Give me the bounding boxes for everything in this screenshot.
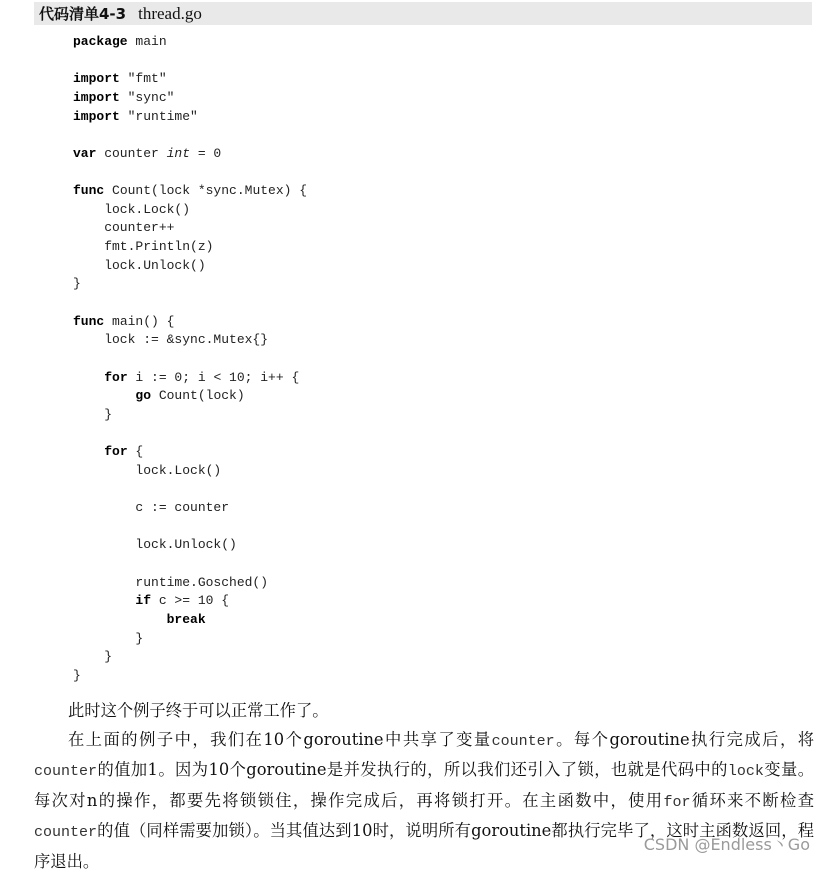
code-token: lock.Unlock(): [73, 537, 237, 552]
code-token: Count(lock *sync.Mutex) {: [104, 183, 307, 198]
code-token: }: [73, 631, 143, 646]
code-line: [73, 406, 307, 425]
code-line: [73, 387, 307, 406]
code-line: [73, 536, 307, 555]
code-line: [73, 108, 307, 127]
code-line: [73, 257, 307, 276]
code-token: counter: [96, 146, 166, 161]
code-token: runtime.Gosched(): [73, 575, 268, 590]
code-token: "fmt": [120, 71, 167, 86]
code-keyword: func: [73, 314, 104, 329]
code-token: }: [73, 668, 81, 683]
paragraph-1: 此时这个例子终于可以正常工作了。: [34, 697, 814, 726]
code-token: "sync": [120, 90, 175, 105]
code-line: [73, 145, 307, 164]
code-token: {: [128, 444, 144, 459]
code-line: [73, 238, 307, 257]
code-token: main() {: [104, 314, 174, 329]
code-keyword: go: [135, 388, 151, 403]
code-token: c := counter: [73, 500, 229, 515]
inline-code-for: for: [663, 794, 690, 811]
code-line: [73, 313, 307, 332]
code-line: [73, 70, 307, 89]
code-line: [73, 126, 307, 145]
paragraph-2-text: 的值加1。因为10个goroutine是并发执行的，所以我们还引入了锁，也就是代码中的: [97, 760, 728, 779]
code-keyword: if: [135, 593, 151, 608]
code-line: [73, 611, 307, 630]
code-keyword: package: [73, 34, 128, 49]
code-keyword: import: [73, 71, 120, 86]
code-token: [73, 612, 167, 627]
code-line: [73, 369, 307, 388]
code-token: }: [73, 407, 112, 422]
code-line: [73, 480, 307, 499]
code-keyword: func: [73, 183, 104, 198]
code-line: [73, 275, 307, 294]
code-line: [73, 462, 307, 481]
code-line: [73, 52, 307, 71]
inline-code-lock: lock: [728, 763, 764, 780]
paragraph-2-text: 的值（同样需要加锁）。当其值达到10时，说明所有goroutine都执行完毕了，这时主函数返回，程序退出。: [34, 821, 814, 871]
paragraph-2-text: 。每个goroutine执行完成后，将: [555, 730, 814, 749]
paragraph-2-text: 在上面的例子中，我们在10个goroutine中共享了变量: [68, 730, 492, 749]
code-line: [73, 219, 307, 238]
code-keyword: import: [73, 90, 120, 105]
code-line: [73, 555, 307, 574]
code-line: [73, 518, 307, 537]
code-keyword: break: [167, 612, 206, 627]
code-token: [73, 593, 135, 608]
code-line: [73, 89, 307, 108]
code-token: }: [73, 649, 112, 664]
code-keyword: import: [73, 109, 120, 124]
paragraph-2-text: 变量。每次对n的操作，都要先将锁锁住，操作完成后，再将锁打开。在主函数中，使用: [34, 760, 814, 810]
code-keyword: for: [104, 444, 127, 459]
code-token: lock.Lock(): [73, 202, 190, 217]
code-block: [73, 33, 307, 685]
code-keyword: for: [104, 370, 127, 385]
code-token: [73, 370, 104, 385]
code-line: [73, 499, 307, 518]
code-line: [73, 648, 307, 667]
code-token: c >= 10 {: [151, 593, 229, 608]
code-token: lock := &sync.Mutex{}: [73, 332, 268, 347]
paragraph-2-text: 循环来不断检查: [690, 791, 814, 810]
code-line: [73, 443, 307, 462]
code-line: [73, 424, 307, 443]
code-token: counter++: [73, 220, 174, 235]
code-line: [73, 592, 307, 611]
code-line: [73, 667, 307, 686]
code-line: [73, 630, 307, 649]
inline-code-counter: counter: [492, 733, 555, 750]
code-token: i := 0; i < 10; i++ {: [128, 370, 300, 385]
code-token: lock.Unlock(): [73, 258, 206, 273]
code-token: "runtime": [120, 109, 198, 124]
inline-code-counter: counter: [34, 824, 97, 841]
listing-label: 代码清单4-3: [39, 3, 126, 24]
code-keyword: var: [73, 146, 96, 161]
code-type: int: [167, 146, 190, 161]
code-token: main: [128, 34, 167, 49]
listing-filename: thread.go: [138, 4, 202, 24]
code-line: [73, 163, 307, 182]
watermark: CSDN @Endless丶Go: [644, 832, 810, 855]
code-line: [73, 201, 307, 220]
code-line: [73, 182, 307, 201]
inline-code-counter: counter: [34, 763, 97, 780]
code-line: [73, 331, 307, 350]
code-token: [73, 388, 135, 403]
code-line: [73, 350, 307, 369]
code-listing-header: [34, 2, 812, 25]
code-token: lock.Lock(): [73, 463, 221, 478]
code-token: }: [73, 276, 81, 291]
code-line: [73, 574, 307, 593]
code-token: [73, 444, 104, 459]
code-token: = 0: [190, 146, 221, 161]
code-line: [73, 294, 307, 313]
code-token: fmt.Println(z): [73, 239, 213, 254]
code-token: Count(lock): [151, 388, 245, 403]
code-line: [73, 33, 307, 52]
